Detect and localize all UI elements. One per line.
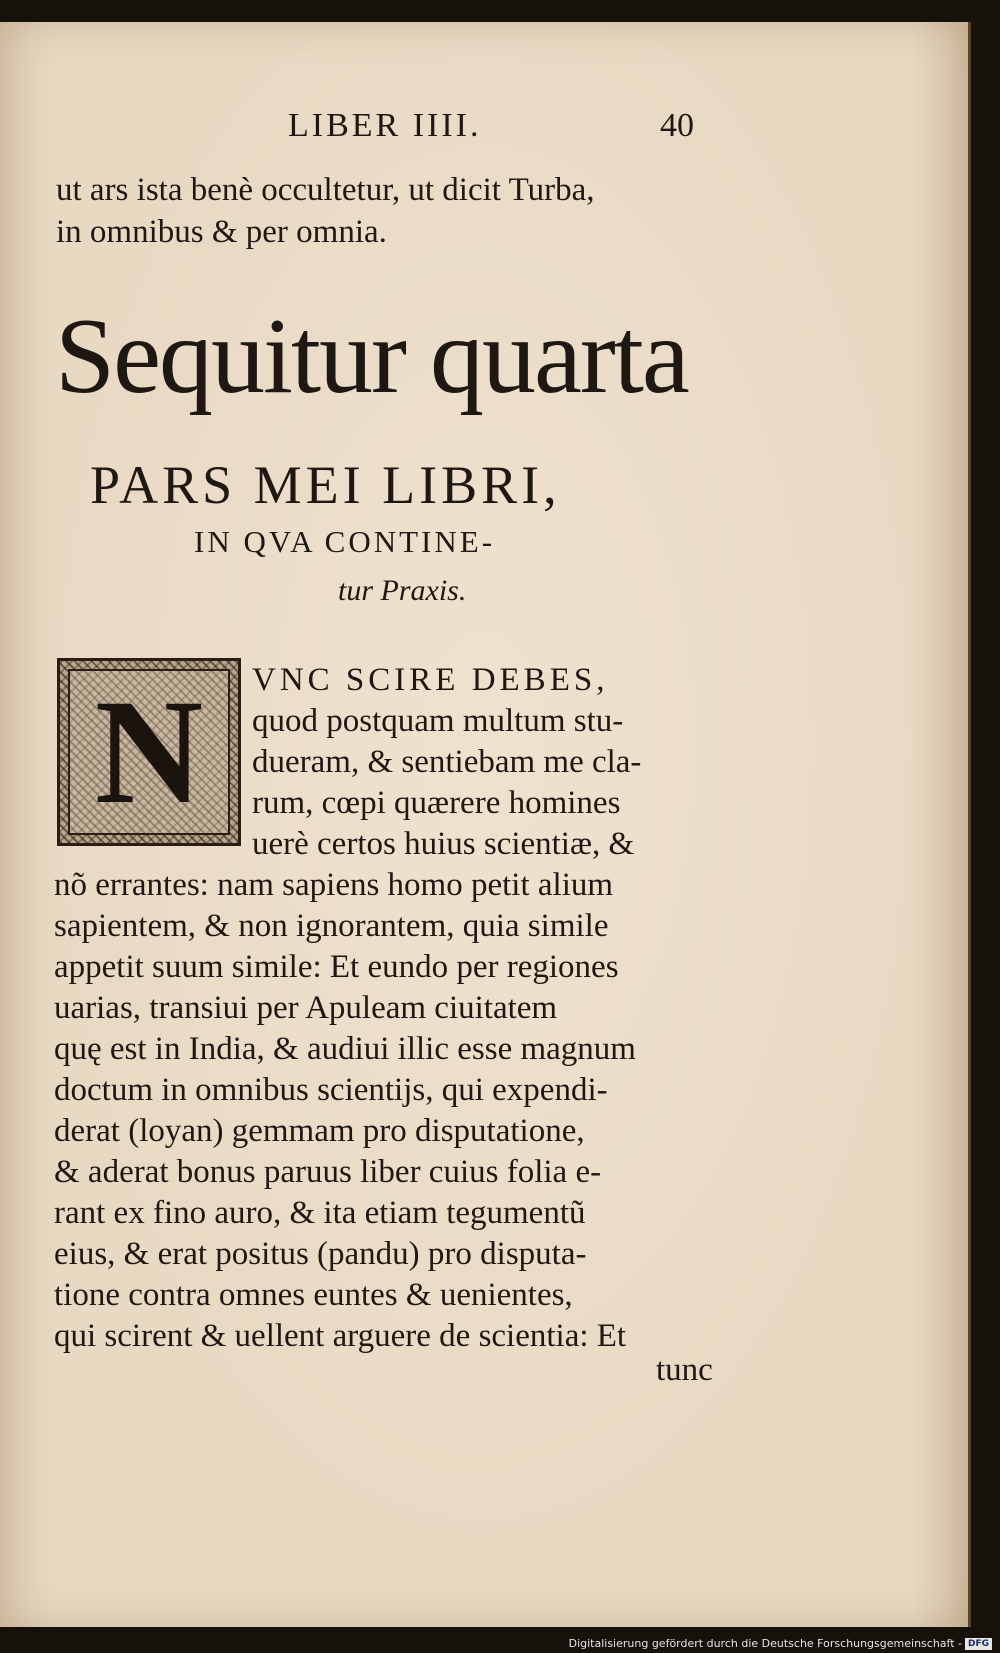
body-line: rum, cœpi quærere homines	[252, 785, 621, 821]
running-head: LIBER IIII.	[288, 107, 482, 144]
section-subtitle-italic: tur Praxis.	[338, 574, 467, 607]
body-line: dueram, & sentiebam me cla-	[252, 744, 642, 780]
section-subtitle: PARS MEI LIBRI,	[90, 455, 561, 515]
body-line: doctum in omnibus scientijs, qui expendi-	[54, 1072, 608, 1108]
body-line: tione contra omnes euntes & uenientes,	[54, 1277, 573, 1313]
digitization-credit	[569, 1637, 992, 1650]
book-page	[0, 22, 971, 1627]
body-line: quod postquam multum stu-	[252, 703, 624, 739]
body-line: uerè certos huius scientiæ, &	[252, 826, 635, 862]
credit-text: Digitalisierung gefördert durch die Deutsche Forschungsgemeinschaft -	[568, 1637, 962, 1650]
continuation-line: in omnibus & per omnia.	[56, 214, 387, 250]
continuation-line: ut ars ista benè occultetur, ut dicit Turba,	[56, 172, 595, 208]
body-line: quę est in India, & audiui illic esse magnum	[54, 1031, 636, 1067]
decorated-initial-frame	[68, 669, 230, 835]
body-line: & aderat bonus paruus liber cuius folia e-	[54, 1154, 602, 1190]
body-line: rant ex fino auro, & ita etiam tegumentũ	[54, 1195, 586, 1231]
body-line: derat (loyan) gemmam pro disputatione,	[54, 1113, 585, 1149]
body-line: qui scirent & uellent arguere de scientia: Et	[54, 1318, 627, 1354]
section-title: Sequitur quarta	[55, 297, 688, 416]
dfg-logo: DFG	[965, 1638, 992, 1650]
page-number: 40	[660, 107, 694, 144]
body-line: nõ errantes: nam sapiens homo petit alium	[54, 867, 614, 903]
body-line: eius, & erat positus (pandu) pro disputa-	[54, 1236, 587, 1272]
section-subtitle-line: IN QVA CONTINE-	[194, 524, 496, 559]
body-line: VNC SCIRE DEBES,	[252, 662, 609, 698]
catchword: tunc	[656, 1352, 713, 1388]
body-line: sapientem, & non ignorantem, quia simile	[54, 908, 609, 944]
body-line: appetit suum simile: Et eundo per regiones	[54, 949, 619, 985]
decorated-initial	[57, 658, 241, 846]
initial-letter: N	[94, 669, 204, 835]
body-line: uarias, transiui per Apuleam ciuitatem	[54, 990, 558, 1026]
